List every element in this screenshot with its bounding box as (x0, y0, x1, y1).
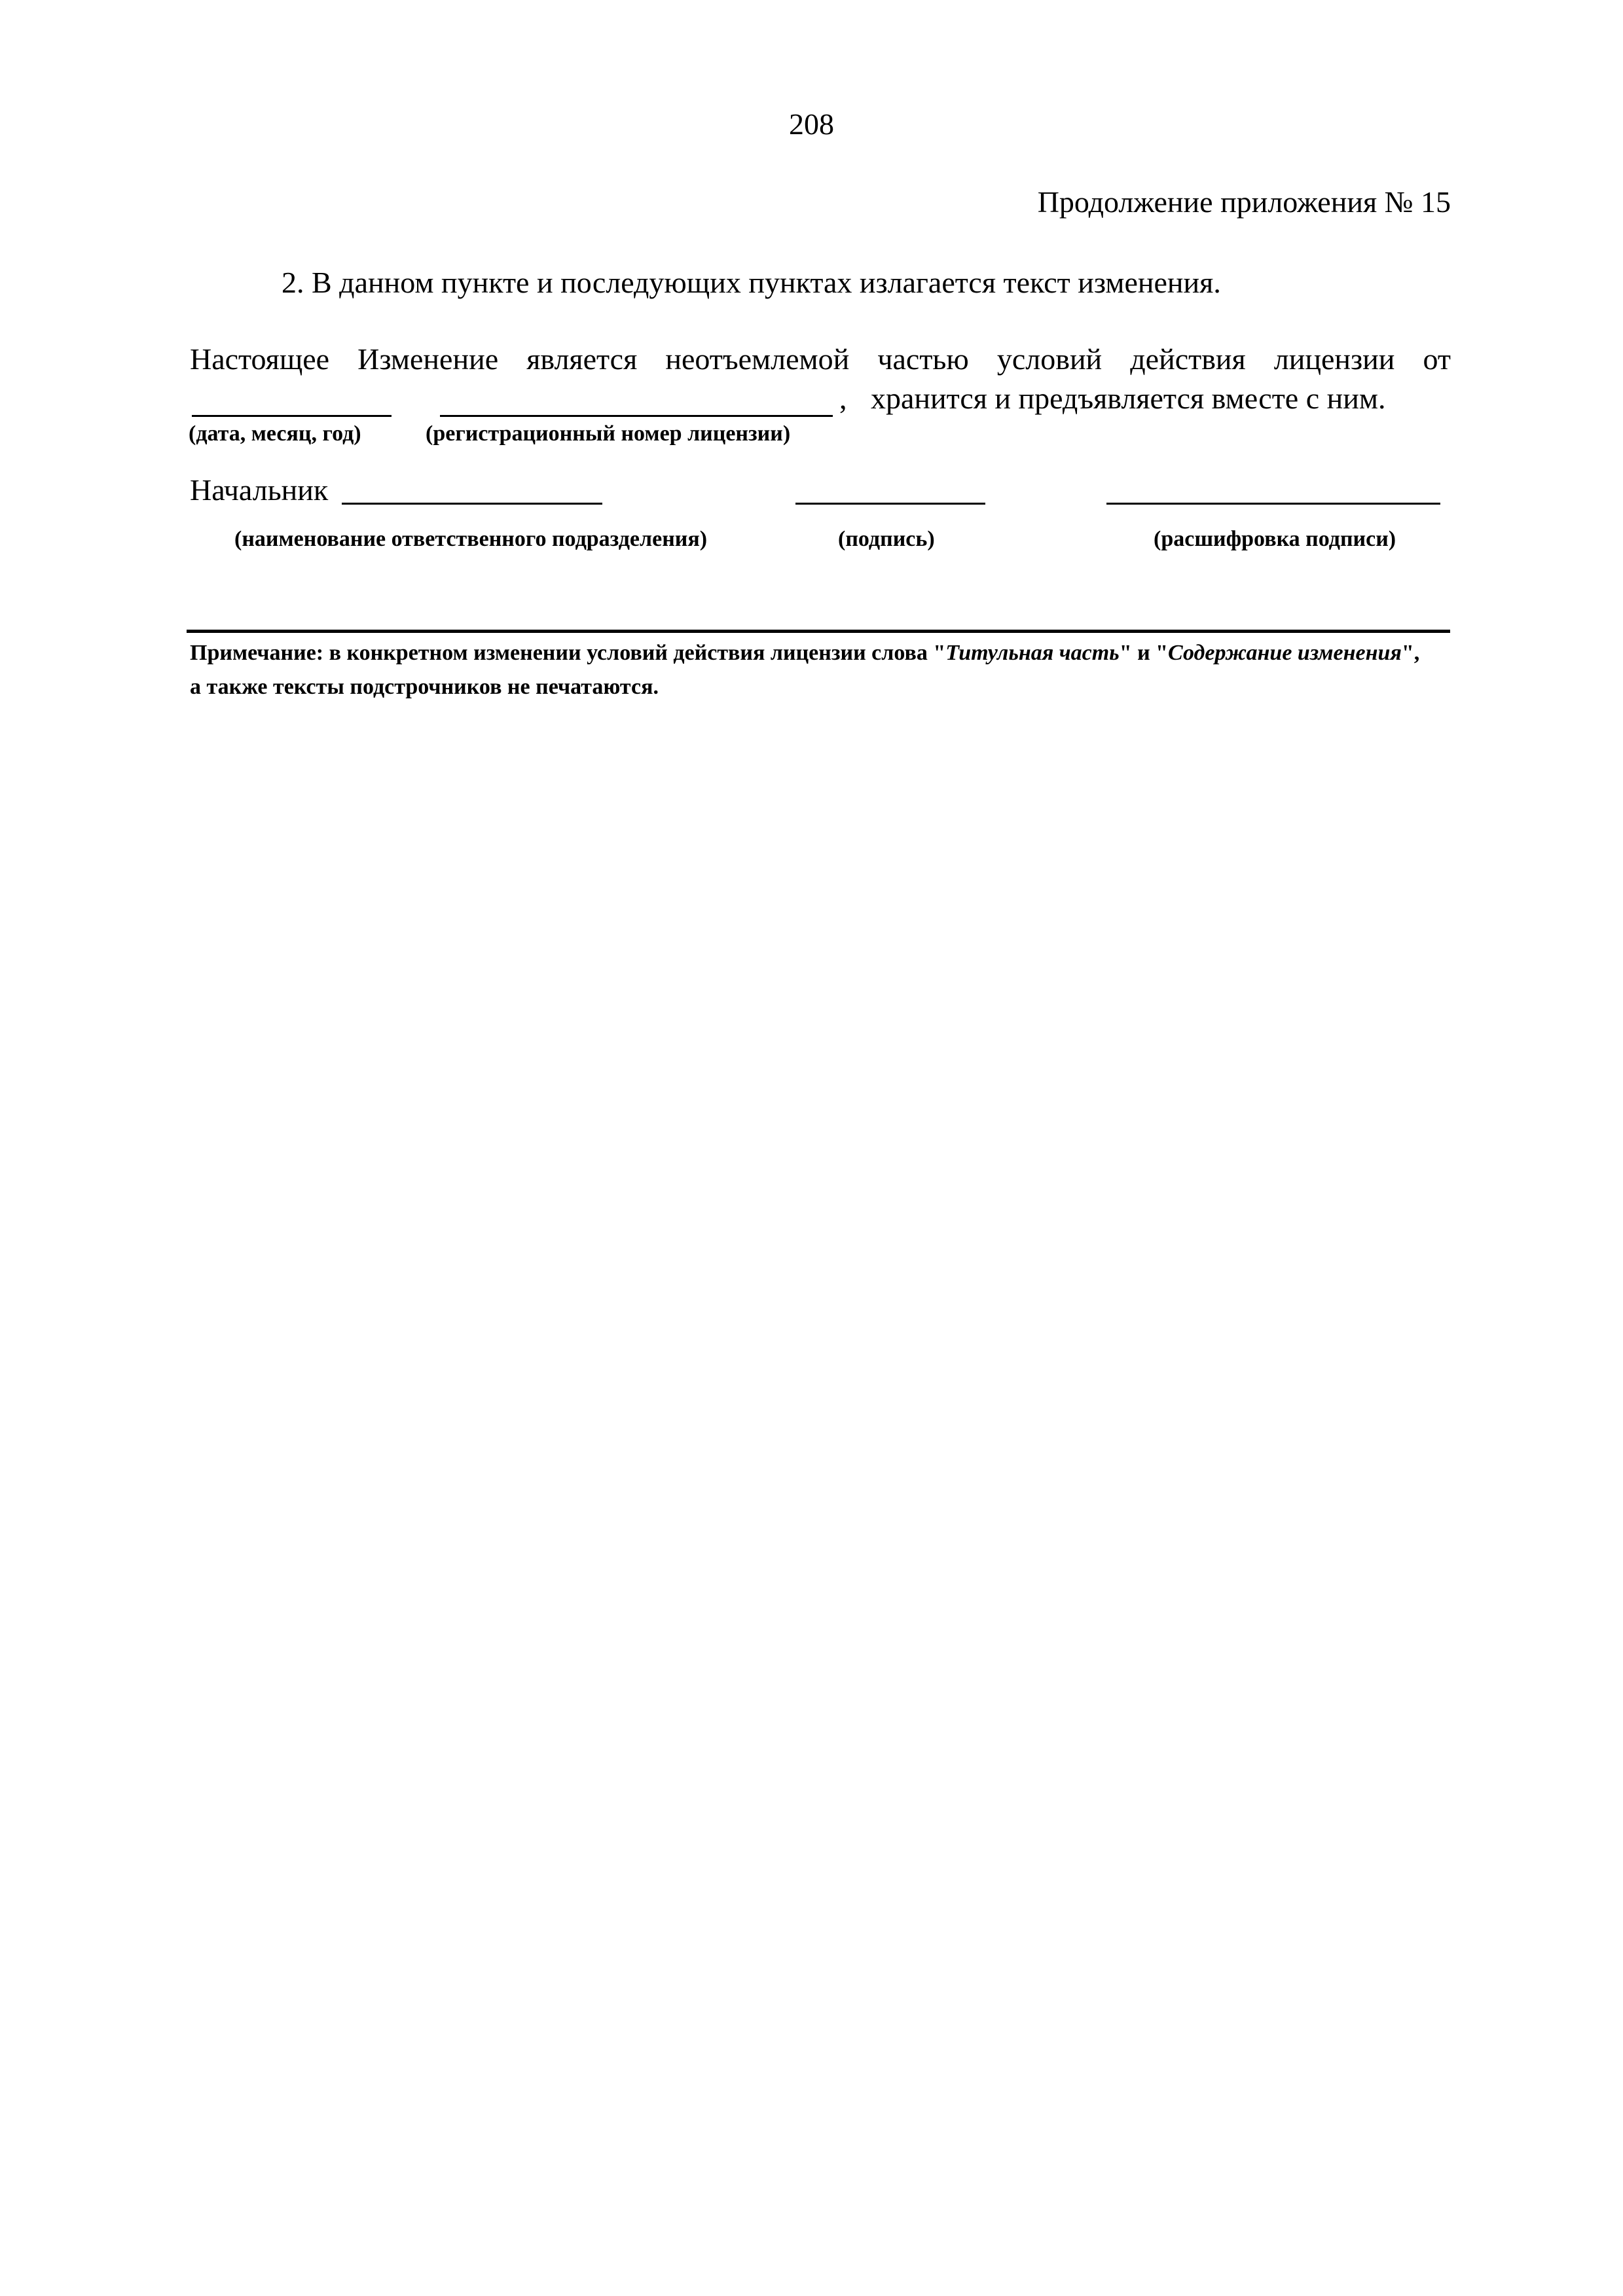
page-number: 208 (789, 107, 834, 141)
caption-signature-decoding: (расшифровка подписи) (1154, 527, 1396, 551)
signature-decoding-blank-field[interactable] (1106, 503, 1440, 505)
note-term-title-part: Титульная часть (945, 641, 1120, 665)
registration-number-blank-field[interactable] (440, 415, 833, 417)
statement-line-1: Настоящее Изменение является неотъемлемой частью условий действия лицензии от (190, 342, 1451, 376)
note-term-change-content: Содержание изменения (1168, 641, 1402, 665)
department-blank-field[interactable] (342, 503, 602, 505)
caption-signature: (подпись) (838, 527, 935, 551)
chief-label: Начальник (190, 473, 329, 507)
statement-line-2: хранится и предъявляется вместе с ним. (871, 382, 1386, 415)
date-blank-field[interactable] (192, 415, 392, 417)
statement-comma: , (839, 382, 847, 415)
appendix-label: Продолжение приложения № 15 (1037, 185, 1451, 219)
note-divider (187, 630, 1450, 633)
note-suffix: ", а также тексты подстрочников не печатаются. (190, 641, 1420, 699)
signature-blank-field[interactable] (795, 503, 985, 505)
caption-date: (дата, месяц, год) (189, 422, 361, 446)
item-paragraph: 2. В данном пункте и последующих пунктах излагается текст изменения. (282, 266, 1221, 299)
caption-registration-number: (регистрационный номер лицензии) (426, 422, 791, 446)
note (190, 636, 1434, 704)
note-mid: " и " (1119, 641, 1169, 665)
caption-department: (наименование ответственного подразделения) (234, 527, 708, 551)
note-prefix: Примечание: в конкретном изменении условий действия лицензии слова " (190, 641, 946, 665)
